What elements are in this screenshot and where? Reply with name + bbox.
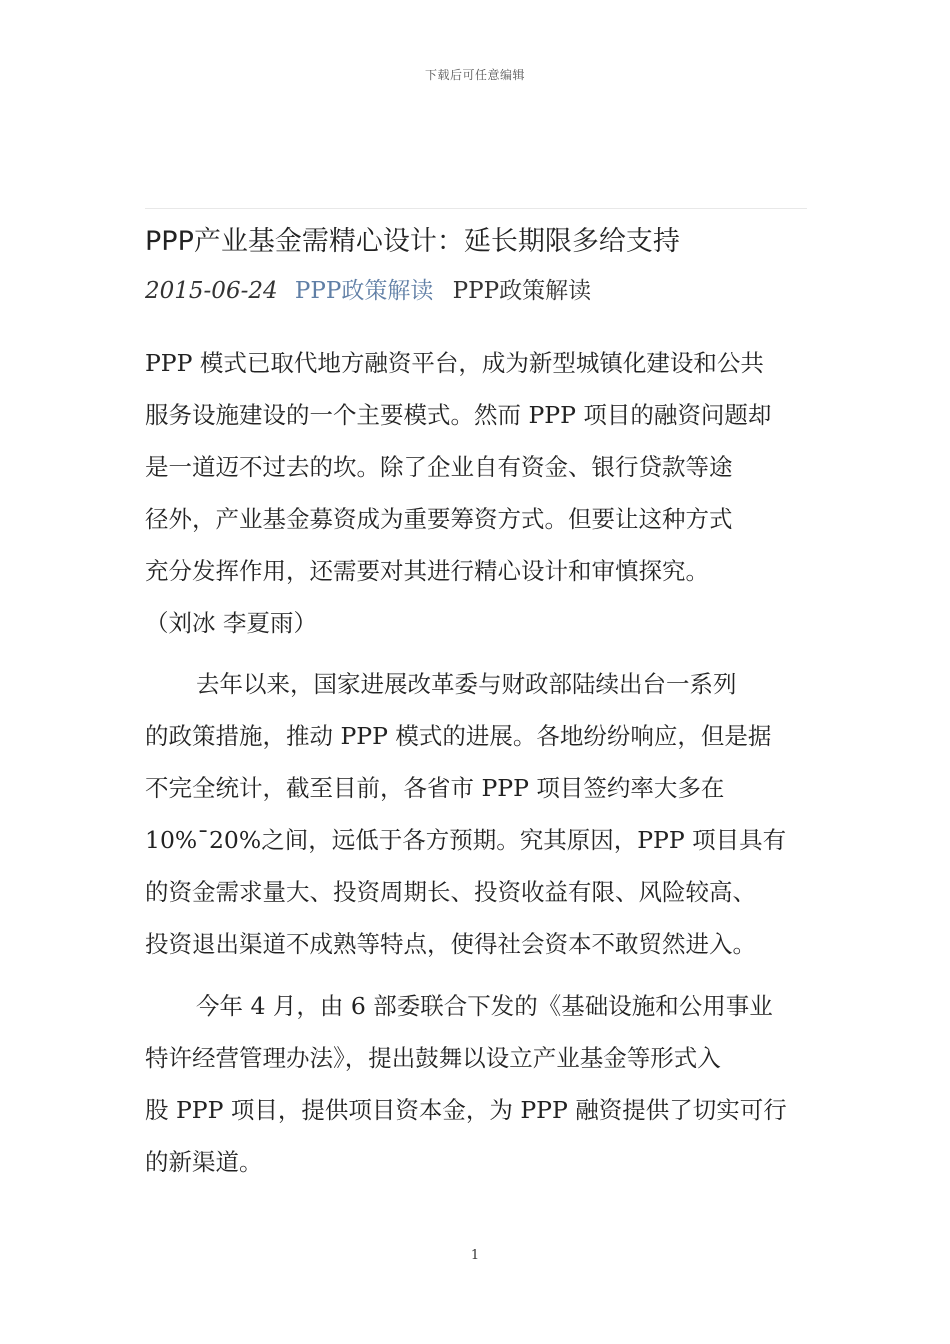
intro-line: 充分发挥作用，还需要对其进行精心设计和审慎探究。 xyxy=(145,557,709,585)
article-title: PPP产业基金需精心设计：延长期限多给支持 xyxy=(145,226,680,257)
intro-paragraph xyxy=(145,337,807,649)
paragraph-2 xyxy=(145,658,807,970)
paragraph-line: 的政策措施，推动 PPP 模式的进展。各地纷纷响应，但是据 xyxy=(145,722,772,750)
paragraph-line: 特许经营管理办法》，提出鼓舞以设立产业基金等形式入 xyxy=(145,1044,721,1072)
intro-line: 是一道迈不过去的坎。除了企业自有资金、银行贷款等途 xyxy=(145,453,733,481)
paragraph-line: 今年 4 月，由 6 部委联合下发的《基础设施和公用事业 xyxy=(196,992,773,1020)
publish-date: 2015-06-24 xyxy=(145,278,278,304)
page-header-note: 下载后可任意编辑 xyxy=(424,68,525,82)
page-number: 1 xyxy=(470,1248,480,1263)
article-meta xyxy=(145,275,825,307)
paragraph-line: 的新渠道。 xyxy=(145,1148,263,1176)
paragraph-line: 10%¯20%之间，远低于各方预期。究其原因，PPP 项目具有 xyxy=(145,826,787,854)
intro-line: 径外，产业基金募资成为重要筹资方式。但要让这种方式 xyxy=(145,505,733,533)
title-divider xyxy=(145,208,807,209)
intro-line: PPP 模式已取代地方融资平台，成为新型城镇化建设和公共 xyxy=(145,349,764,377)
source-link[interactable]: PPP政策解读 xyxy=(294,278,434,304)
source-name: PPP政策解读 xyxy=(452,278,592,304)
intro-line: （刘冰 李夏雨） xyxy=(145,609,317,637)
intro-line: 服务设施建设的一个主要模式。然而 PPP 项目的融资问题却 xyxy=(145,401,772,429)
paragraph-line: 去年以来，国家进展改革委与财政部陆续出台一系列 xyxy=(196,670,737,698)
paragraph-line: 股 PPP 项目，提供项目资本金，为 PPP 融资提供了切实可行 xyxy=(145,1096,787,1124)
paragraph-line: 的资金需求量大、投资周期长、投资收益有限、风险较高、 xyxy=(145,878,756,906)
paragraph-3 xyxy=(145,980,807,1188)
paragraph-line: 不完全统计，截至目前，各省市 PPP 项目签约率大多在 xyxy=(145,774,725,802)
paragraph-line: 投资退出渠道不成熟等特点，使得社会资本不敢贸然进入。 xyxy=(145,930,756,958)
